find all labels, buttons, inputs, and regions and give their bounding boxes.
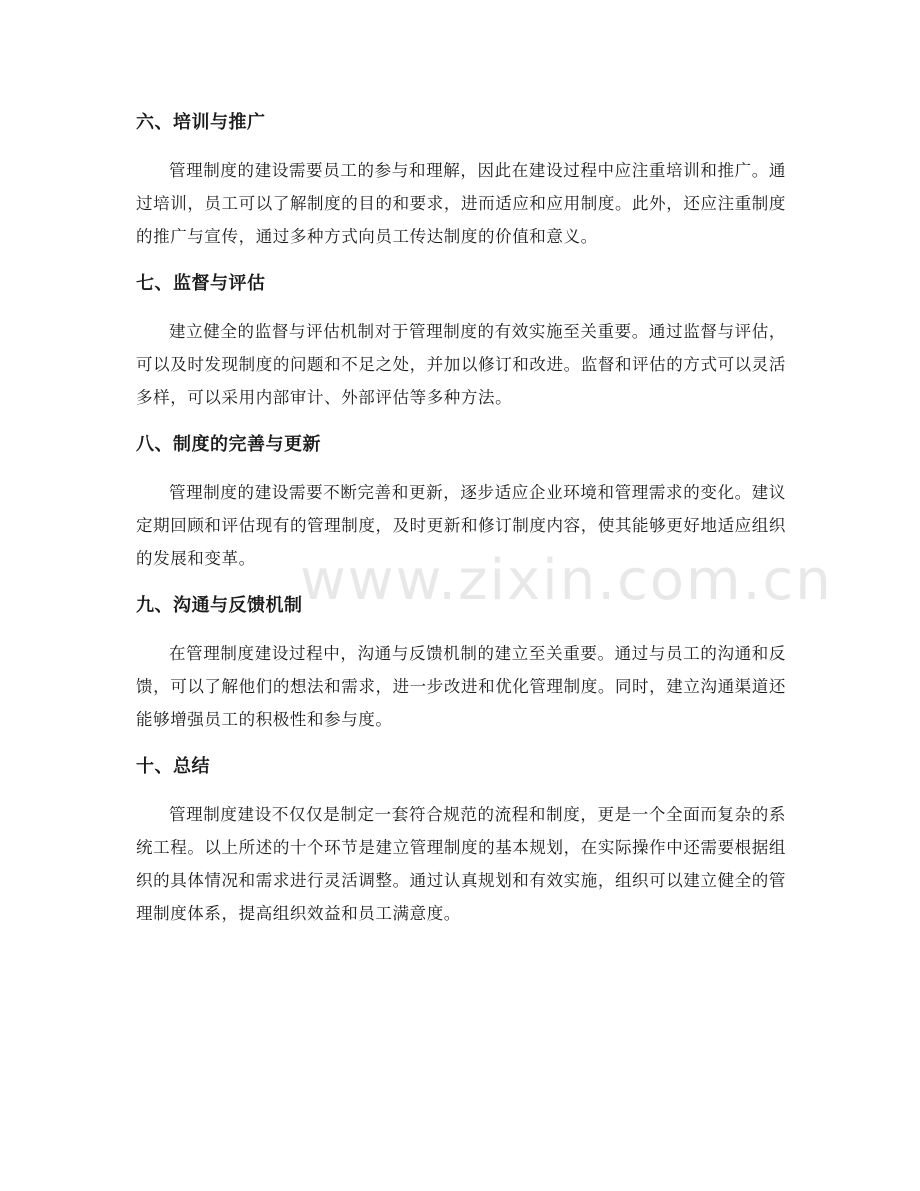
section-paragraph: 管理制度的建设需要不断完善和更新，逐步适应企业环境和管理需求的变化。建议定期回顾和评估现有的管理制度，及时更新和修订制度内容，使其能够更好地适应组织的发展和变革。 <box>136 483 786 568</box>
section-heading: 十、总结 <box>136 756 210 777</box>
section-heading: 九、沟通与反馈机制 <box>136 595 303 616</box>
section-supervision <box>136 265 786 414</box>
section-heading: 六、培训与推广 <box>136 112 266 133</box>
section-paragraph: 在管理制度建设过程中，沟通与反馈机制的建立至关重要。通过与员工的沟通和反馈，可以了解他们的想法和需求，进一步改进和优化管理制度。同时，建立沟通渠道还能够增强员工的积极性和参与度。 <box>136 644 786 729</box>
document-body <box>136 104 786 942</box>
section-training <box>136 104 786 253</box>
section-summary <box>136 748 786 930</box>
watermark: www.zixin.com.cn <box>300 548 833 613</box>
section-paragraph: 管理制度建设不仅仅是制定一套符合规范的流程和制度，更是一个全面而复杂的系统工程。以上所述的十个环节是建立管理制度的基本规划，在实际操作中还需要根据组织的具体情况和需求进行灵活调整。通过认真规划和有效实施，组织可以建立健全的管理制度体系，提高组织效益和员工满意度。 <box>136 805 786 923</box>
section-paragraph: 建立健全的监督与评估机制对于管理制度的有效实施至关重要。通过监督与评估，可以及时发现制度的问题和不足之处，并加以修订和改进。监督和评估的方式可以灵活多样，可以采用内部审计、外部评估等多种方法。 <box>136 322 786 407</box>
section-paragraph: 管理制度的建设需要员工的参与和理解，因此在建设过程中应注重培训和推广。通过培训，员工可以了解制度的目的和要求，进而适应和应用制度。此外，还应注重制度的推广与宣传，通过多种方式向员工传达制度的价值和意义。 <box>136 161 786 246</box>
section-communication <box>136 587 786 736</box>
section-heading: 七、监督与评估 <box>136 273 266 294</box>
section-heading: 八、制度的完善与更新 <box>136 434 321 455</box>
section-improvement <box>136 426 786 575</box>
